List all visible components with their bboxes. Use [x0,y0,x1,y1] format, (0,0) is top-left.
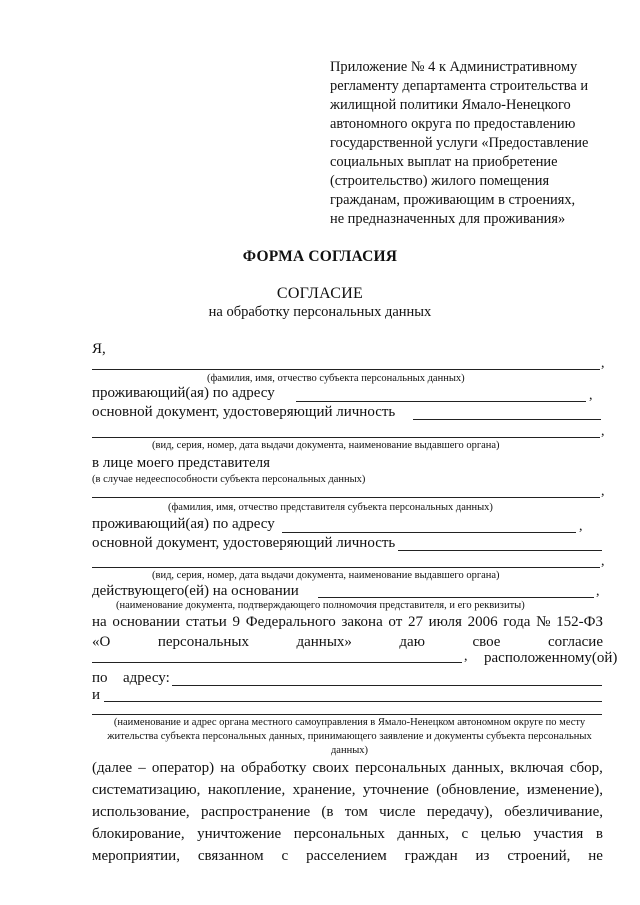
body-line [92,826,603,843]
word: данных, [452,760,504,776]
consent-subtitle: на обработку персональных данных [208,304,432,320]
acting-basis-label: действующего(ей) на основании [92,583,299,599]
word: хранение, [292,782,356,798]
word: связанном [197,848,264,864]
annex-line: Приложение № 4 к Административному [330,59,578,75]
word: 152-ФЗ [556,614,603,630]
body-line [92,848,603,865]
rep-id-doc-field-2[interactable] [92,567,600,568]
operator-address-field-2[interactable] [104,701,602,702]
rep-id-doc-field[interactable] [398,550,602,551]
word: (обновление, [436,782,520,798]
subject-fio-field[interactable] [92,369,600,370]
word: 2006 [467,614,498,630]
authority-doc-field[interactable] [318,597,594,598]
word: свое [472,634,501,650]
word: года [503,614,531,630]
caption-incapacity: (в случае недееспособности субъекта персональных данных) [92,474,366,485]
comma: , [596,584,600,599]
word: с [281,848,289,864]
word: оператор) [151,760,215,776]
word: передачу), [426,804,493,820]
word: с [461,826,469,842]
comma: , [464,649,468,664]
word: июля [428,614,462,630]
word: 27 [407,614,423,630]
word: Федерального [245,614,336,630]
word: в [595,826,603,842]
word: 9 [232,614,241,630]
word: персональных [355,760,447,776]
word: данных, [397,826,450,842]
id-doc-rep-label: основной документ, удостоверяющий личность [92,535,396,551]
word: основании [112,614,181,630]
word: мероприятии, [92,848,180,864]
operator-address-field[interactable] [172,685,602,686]
word: «О [92,634,111,650]
word: (в [321,804,334,820]
annex-line: автономного округа по предоставлению [330,116,576,132]
subject-id-doc-field[interactable] [413,419,601,420]
and-label: и [92,687,101,703]
word: не [588,848,603,864]
word: согласие [547,634,603,650]
word: № [536,614,551,630]
word: на [220,760,235,776]
word: строений, [507,848,571,864]
annex-line: государственной услуги «Предоставление [330,135,589,151]
subject-id-doc-field-2[interactable] [92,437,600,438]
word: изменение), [526,782,603,798]
word: систематизацию, [92,782,201,798]
comma: , [579,519,583,534]
caption-authority: (наименование документа, подтверждающего полномочия представителя, и его реквизиты) [116,600,525,611]
word: персональных [293,826,385,842]
word: числе [379,804,416,820]
annex-line: не предназначенных для проживания» [330,211,566,227]
word: расселением [306,848,387,864]
word: распространение [200,804,311,820]
word: закона [341,614,383,630]
pd-line [92,634,603,651]
word: своих [312,760,350,776]
word: уточнение [362,782,429,798]
word: данных» [296,634,352,650]
word: на [92,614,107,630]
word: от [388,614,403,630]
word: использование, [92,804,190,820]
annex-line: гражданам, проживающим в строениях, [330,192,576,208]
annex-header [330,58,620,229]
consent-title: СОГЛАСИЕ [276,285,364,302]
word: граждан [404,848,458,864]
id-doc-label: основной документ, удостоверяющий личность [92,404,396,420]
caption-operator: (наименование и адрес органа местного самоуправления в Ямало-Ненецком автономном округе по месту жительства субъекта персональных данных, принимающего заявление и документы субъекта персональных данных) [107,717,592,756]
word: участия [533,826,584,842]
annex-line: жилищной политики Ямало-Ненецкого [330,97,571,113]
annex-line: социальных выплат на приобретение [330,154,558,170]
comma: , [601,554,605,569]
caption-fio-rep: (фамилия, имя, отчество представителя субъекта персональных данных) [168,502,493,513]
word: включая [510,760,564,776]
representative-label: в лице моего представителя [92,455,271,471]
ya-label: Я, [92,341,106,357]
residing-label: проживающий(ая) по адресу [92,385,275,401]
body-line [92,782,603,799]
word: блокирование, [92,826,185,842]
word: – [138,760,146,776]
word: статьи [185,614,227,630]
word: даю [399,634,425,650]
comma: , [601,484,605,499]
rep-address-field[interactable] [282,532,576,533]
by-label: по [92,670,108,686]
annex-line: регламенту департамента строительства и [330,78,589,94]
word: обработку [240,760,307,776]
operator-name-field[interactable] [92,662,462,663]
word: (далее [92,760,133,776]
caption-doc-subject: (вид, серия, номер, дата выдачи документа, наименование выдавшего органа) [152,440,500,451]
comma: , [589,388,593,403]
word: из [475,848,490,864]
comma: , [601,424,605,439]
located-label: расположенному(ой) [484,650,618,666]
word: целью [480,826,521,842]
comma: , [601,356,605,371]
body-line [92,760,603,777]
word: том [344,804,368,820]
subject-address-field[interactable] [296,401,586,402]
annex-line: (строительство) жилого помещения [330,173,550,189]
word: сбор, [569,760,603,776]
body-line [92,804,603,821]
word: накопление, [207,782,286,798]
caption-doc-rep: (вид, серия, номер, дата выдачи документа, наименование выдавшего органа) [152,570,500,581]
law-line [92,614,603,631]
word: обезличивание, [504,804,603,820]
address-label: адресу: [123,670,170,686]
word: уничтожение [197,826,282,842]
caption-fio-subject: (фамилия, имя, отчество субъекта персональных данных) [207,373,465,384]
rep-fio-field[interactable] [92,497,600,498]
form-title: ФОРМА СОГЛАСИЯ [242,248,398,265]
operator-address-field-3[interactable] [92,714,602,715]
word: персональных [157,634,249,650]
residing-rep-label: проживающий(ая) по адресу [92,516,275,532]
